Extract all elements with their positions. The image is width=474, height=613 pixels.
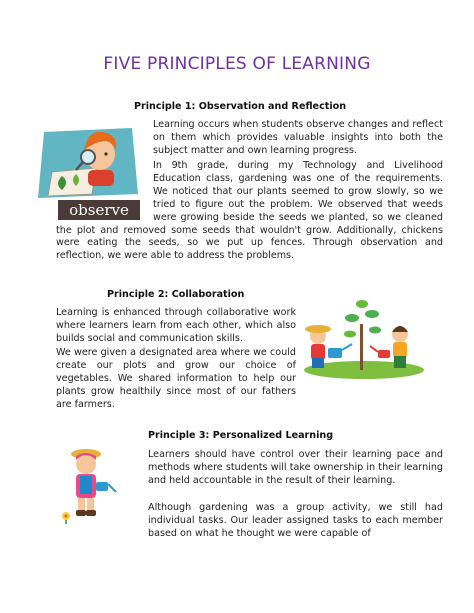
section-3-heading: Principle 3: Personalized Learning xyxy=(148,430,334,441)
section-1-heading: Principle 1: Observation and Reflection xyxy=(134,101,347,112)
section-2-paragraph-2: We were given a designated area where we could create our plots and grow our choice of vegetables. We shared information to help our plants grow healthily since most of our fathers are farmers. xyxy=(56,347,296,410)
child-leg-2 xyxy=(87,498,94,512)
section-3-paragraph-1: Learners should have control over their learning pace and methods where students will take ownership in their learning and held accountable in the result of their learning. xyxy=(148,449,443,486)
child-eye xyxy=(104,152,107,155)
child-right-hair xyxy=(392,326,408,332)
watering-can-spout-2 xyxy=(370,346,378,352)
child-leg xyxy=(78,498,85,512)
watering-can-spout xyxy=(342,344,352,350)
section-1-paragraph-1: Learning occurs when students observe changes and reflect on them which provides valuable insights into both the subject matter and own learning progress. xyxy=(153,119,443,156)
section-1-paragraph-2-text: In 9th grade, during my Technology and Livelihood Education class, gardening was one of the requirements. We noticed that our plants seemed to grow slowly, so we tried to figure out the problem. We observed that weeds were growing beside the seeds we planted, so we cleaned the plot and removed some seeds that wouldn't grow. Additionally, chickens were eating the seeds, so we put up fences. Through observation and reflection, we were able to address the problems. xyxy=(56,160,443,262)
child-boot xyxy=(76,510,86,516)
watering-can-icon xyxy=(328,348,342,358)
watering-can-spout xyxy=(108,484,116,492)
section-3-paragraph-2: Although gardening was a group activity, we still had individual tasks. Our leader assigned tasks to each member based on what he thought we were capable of xyxy=(148,502,443,539)
section-1-paragraph-2 xyxy=(56,160,443,263)
watering-can-icon xyxy=(96,482,108,491)
child-boot-2 xyxy=(86,510,96,516)
personalized-illustration xyxy=(56,444,120,524)
child-overalls xyxy=(80,476,92,494)
float-spacer xyxy=(56,160,153,224)
child-left-shirt xyxy=(311,344,325,360)
tree-trunk xyxy=(360,324,363,370)
tree-leaf xyxy=(356,300,368,308)
watering-can-icon-2 xyxy=(378,350,390,358)
tree-leaf xyxy=(345,314,359,322)
flower-center xyxy=(64,514,67,517)
tree-leaf xyxy=(365,310,379,318)
child-left-pants xyxy=(312,358,324,368)
child-right-pants xyxy=(394,356,406,368)
tree-leaf xyxy=(369,327,381,334)
child-left-hat xyxy=(305,325,331,333)
observe-label: observe xyxy=(69,201,129,219)
tree-leaf xyxy=(344,331,356,338)
section-2-paragraph-1: Learning is enhanced through collaborative work where learners learn from each other, which also builds social and communication skills. xyxy=(56,307,296,344)
child-right-shirt xyxy=(393,342,407,358)
collaboration-illustration xyxy=(300,294,428,382)
section-2-heading: Principle 2: Collaboration xyxy=(107,289,245,300)
document-title: FIVE PRINCIPLES OF LEARNING xyxy=(103,54,371,74)
